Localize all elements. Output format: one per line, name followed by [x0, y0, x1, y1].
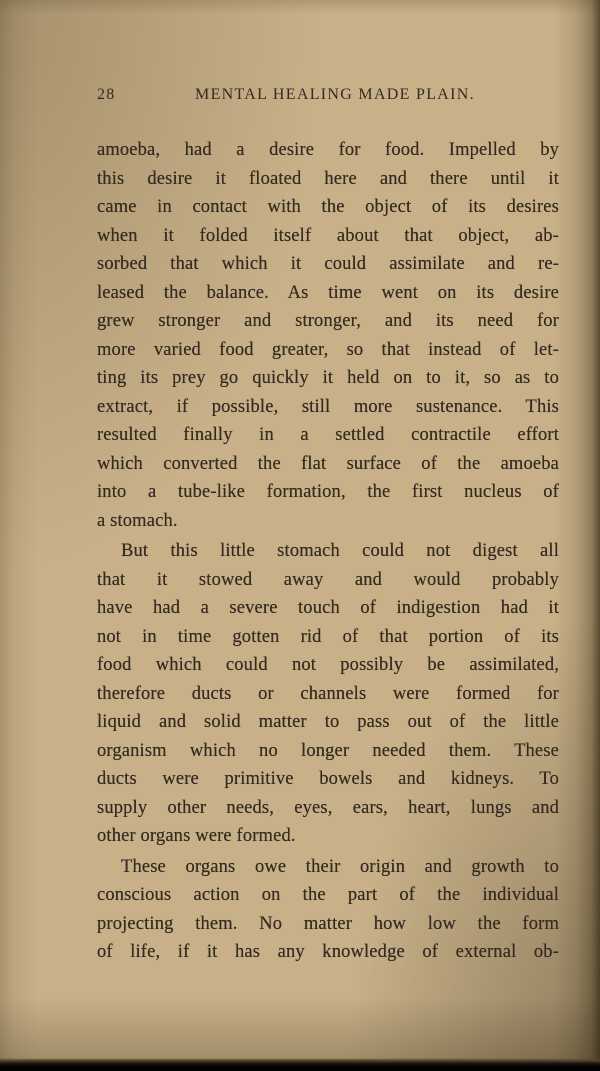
text-line: which converted the flat surface of the amoeba: [97, 453, 559, 474]
text-line: conscious action on the part of the individual: [97, 885, 559, 905]
text-block: [97, 86, 559, 967]
text-line: food which could not possibly be assimilated,: [97, 655, 559, 675]
text-line: resulted finally in a settled contractile effort: [97, 425, 559, 445]
text-line: But this little stomach could not digest all: [121, 541, 559, 561]
text-line: other organs were formed.: [97, 826, 296, 846]
text-line: not in time gotten rid of that portion of its: [97, 626, 559, 647]
text-line: liquid and solid matter to pass out of the little: [97, 712, 559, 732]
page-body: [97, 136, 559, 967]
text-line: sorbed that which it could assimilate and re-: [97, 254, 559, 274]
text-line: These organs owe their origin and growth to: [121, 856, 559, 877]
page-header: [97, 86, 559, 108]
running-title: MENTAL HEALING MADE PLAIN.: [195, 86, 475, 103]
text-line: into a tube-like formation, the first nucleus of: [97, 482, 559, 502]
paragraph: [97, 853, 559, 967]
text-line: more varied food greater, so that instead of let-: [97, 339, 559, 360]
page-number: 28: [97, 86, 116, 103]
text-line: organism which no longer needed them. These: [97, 740, 559, 761]
paragraph: [97, 136, 559, 535]
text-line: of life, if it has any knowledge of external ob-: [97, 942, 559, 962]
scan-bottom-band: [0, 1058, 600, 1071]
text-line: extract, if possible, still more sustenance. This: [97, 396, 559, 417]
text-line: came in contact with the object of its desires: [97, 197, 559, 217]
text-line: have had a severe touch of indigestion had it: [97, 598, 559, 618]
text-line: when it folded itself about that object, ab-: [97, 225, 559, 246]
text-line: leased the balance. As time went on its desire: [97, 282, 559, 303]
text-line: this desire it floated here and there until it: [97, 168, 559, 189]
text-line: a stomach.: [97, 510, 178, 531]
text-line: that it stowed away and would probably: [97, 569, 559, 590]
text-line: ducts were primitive bowels and kidneys. To: [97, 769, 559, 789]
paragraph: [97, 537, 559, 851]
text-line: projecting them. No matter how low the form: [97, 913, 559, 934]
text-line: supply other needs, eyes, ears, heart, lungs and: [97, 797, 559, 818]
text-line: therefore ducts or channels were formed for: [97, 683, 559, 704]
text-line: amoeba, had a desire for food. Impelled by: [97, 140, 559, 160]
text-line: ting its prey go quickly it held on to it, so as to: [97, 368, 559, 388]
text-line: grew stronger and stronger, and its need for: [97, 311, 559, 331]
